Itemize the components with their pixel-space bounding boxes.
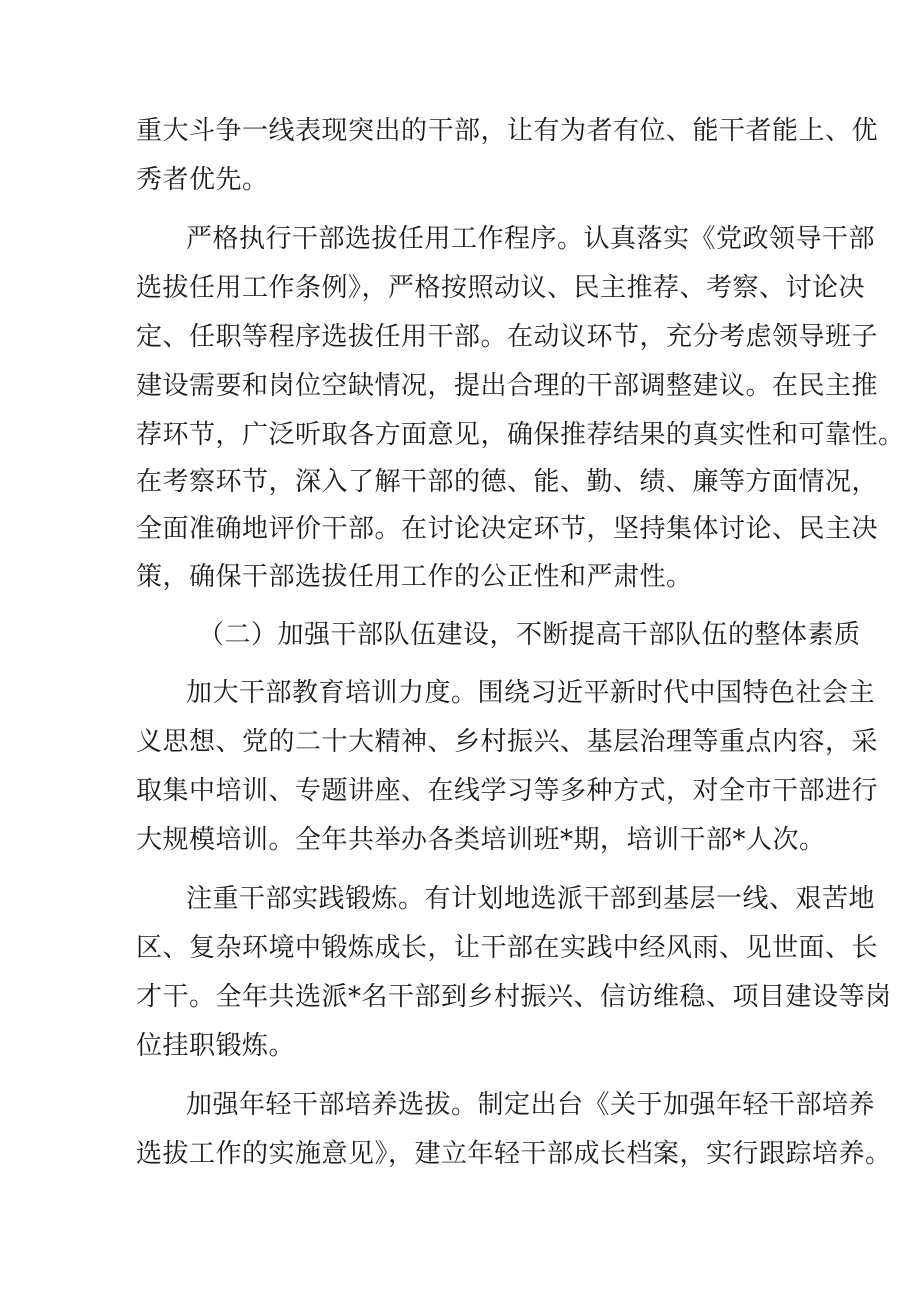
p2-line-1: 严格执行干部选拔任用工作程序。认真落实《党政领导干部 xyxy=(186,224,876,254)
p2-line-7: 全面准确地评价干部。在讨论决定环节，坚持集体讨论、民主决 xyxy=(136,514,879,544)
p3-line-4: 大规模培训。全年共举办各类培训班*期，培训干部*人次。 xyxy=(136,825,826,855)
p3-line-2: 义思想、党的二十大精神、乡村振兴、基层治理等重点内容，采 xyxy=(136,727,879,757)
section-heading: （二）加强干部队伍建设，不断提高干部队伍的整体素质 xyxy=(198,620,861,650)
p2-line-2: 选拔任用工作条例》，严格按照动议、民主推荐、考察、讨论决 xyxy=(136,273,866,303)
p2-line-4: 建设需要和岗位空缺情况，提出合理的干部调整建议。在民主推 xyxy=(136,371,879,401)
p2-line-6: 在考察环节，深入了解干部的德、能、勤、绩、廉等方面情况， xyxy=(136,467,879,497)
p4-line-4: 位挂职锻炼。 xyxy=(136,1031,296,1061)
p2-line-8: 策，确保干部选拔任用工作的公正性和严肃性。 xyxy=(136,562,693,592)
p2-line-5: 荐环节，广泛听取各方面意见，确保推荐结果的真实性和可靠性。 xyxy=(136,420,905,450)
p2-line-3: 定、任职等程序选拔任用干部。在动议环节，充分考虑领导班子 xyxy=(136,322,879,352)
p3-line-3: 取集中培训、专题讲座、在线学习等多种方式，对全市干部进行 xyxy=(136,776,879,806)
p5-line-2: 选拔工作的实施意见》，建立年轻干部成长档案，实行跟踪培养。 xyxy=(136,1139,892,1169)
p5-line-1: 加强年轻干部培养选拔。制定出台《关于加强年轻干部培养 xyxy=(186,1090,876,1120)
p1-line-2: 秀者优先。 xyxy=(136,165,269,195)
p4-line-2: 区、复杂环境中锻炼成长，让干部在实践中经风雨、见世面、长 xyxy=(136,933,879,963)
p3-line-1: 加大干部教育培训力度。围绕习近平新时代中国特色社会主 xyxy=(186,678,876,708)
p4-line-1: 注重干部实践锻炼。有计划地选派干部到基层一线、艰苦地 xyxy=(186,884,876,914)
p1-line-1: 重大斗争一线表现突出的干部，让有为者有位、能干者能上、优 xyxy=(136,116,879,146)
p4-line-3: 才干。全年共选派*名干部到乡村振兴、信访维稳、项目建设等岗 xyxy=(136,982,892,1012)
